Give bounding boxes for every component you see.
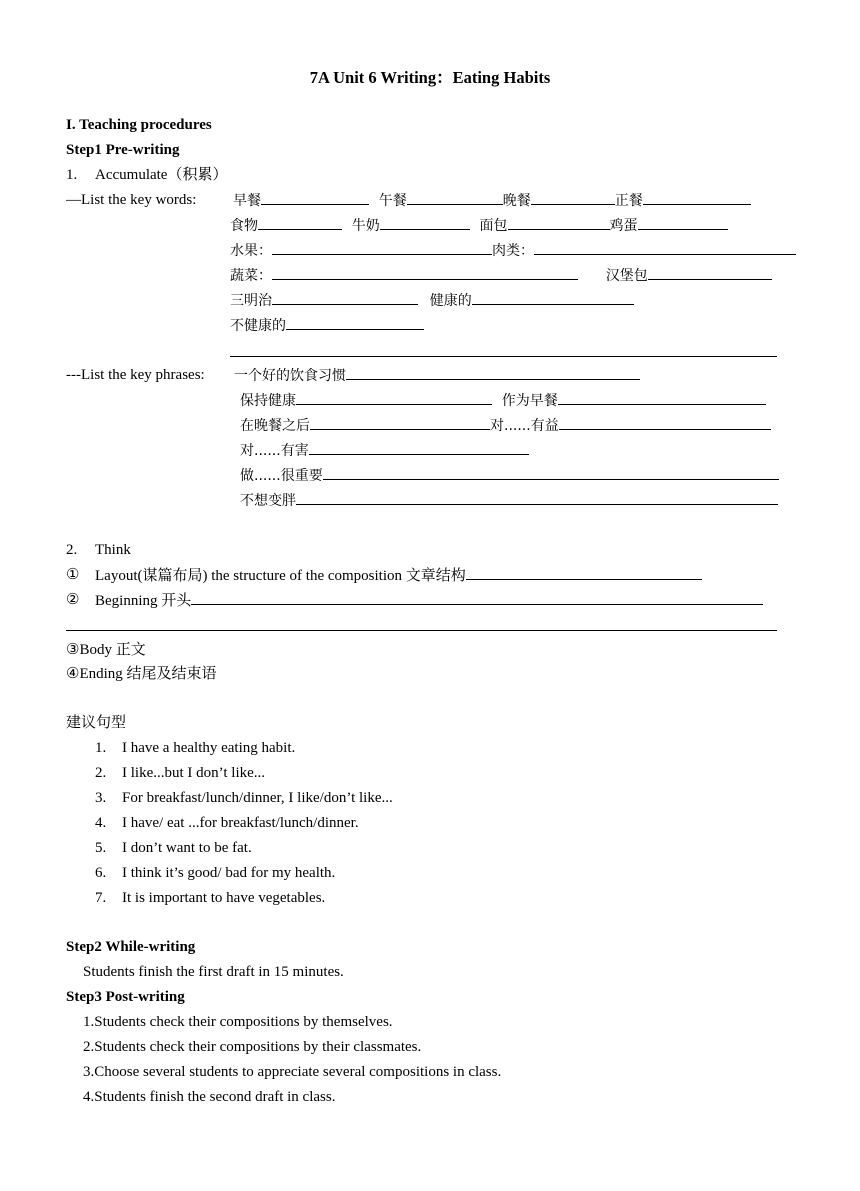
blank-milk[interactable]: [380, 215, 470, 230]
sentence-text: It is important to have vegetables.: [122, 890, 326, 906]
sentence-number: 1.: [95, 740, 107, 756]
sentence-number: 3.: [95, 790, 107, 806]
phrase-not-fat: 不想变胖: [240, 493, 296, 509]
key-words-row-4: [230, 265, 772, 286]
blank-extra-line[interactable]: [230, 356, 777, 357]
blank-food[interactable]: [258, 215, 342, 230]
blank-egg[interactable]: [638, 215, 728, 230]
phrase-after-dinner: 在晚餐之后: [240, 418, 310, 434]
step2-heading: Step2 While-writing: [66, 939, 196, 955]
word-fruit: 水果：: [230, 243, 272, 259]
think-label: Think: [95, 542, 131, 558]
word-dinner: 晚餐: [502, 193, 531, 209]
blank-vegetables[interactable]: [272, 265, 578, 280]
step2-text: Students finish the first draft in 15 minutes.: [83, 964, 344, 980]
blank-good-for[interactable]: [559, 415, 771, 430]
step1-heading: Step1 Pre-writing: [66, 142, 180, 158]
blank-dinner[interactable]: [531, 190, 615, 205]
blank-not-fat[interactable]: [296, 490, 778, 505]
sentence-number: 6.: [95, 865, 107, 881]
key-words-row-3: [230, 240, 796, 261]
section-heading: I. Teaching procedures: [66, 117, 212, 133]
word-meat: 肉类：: [492, 243, 534, 259]
blank-meat[interactable]: [534, 240, 796, 255]
key-words-row-6: [230, 315, 424, 336]
phrase-keep-healthy: 保持健康: [240, 393, 296, 409]
blank-beginning-extra[interactable]: [66, 630, 777, 631]
blank-lunch[interactable]: [407, 190, 503, 205]
phrase-row-6: [240, 490, 778, 511]
step3-item: 3.Choose several students to appreciate several compositions in class.: [83, 1064, 502, 1080]
accumulate-label: Accumulate（积累）: [95, 167, 228, 183]
blank-healthy[interactable]: [472, 290, 634, 305]
phrase-important: 做......很重要: [240, 468, 323, 484]
blank-unhealthy[interactable]: [286, 315, 424, 330]
blank-bad-for[interactable]: [309, 440, 529, 455]
blank-beginning[interactable]: [191, 590, 763, 605]
key-words-row-5: [230, 290, 634, 311]
key-phrases-label: ---List the key phrases:: [66, 367, 205, 383]
blank-sandwich[interactable]: [272, 290, 418, 305]
think-number: 2.: [66, 542, 78, 558]
word-bread: 面包: [479, 218, 508, 234]
blank-bread[interactable]: [508, 215, 610, 230]
step3-item: 4.Students finish the second draft in class.: [83, 1089, 336, 1105]
sentence-number: 2.: [95, 765, 107, 781]
beginning-row: [95, 590, 763, 611]
sentence-text: I think it’s good/ bad for my health.: [122, 865, 336, 881]
blank-for-breakfast[interactable]: [558, 390, 766, 405]
phrase-good-for: 对......有益: [490, 418, 559, 434]
sentence-number: 7.: [95, 890, 107, 906]
step3-item: 2.Students check their compositions by their classmates.: [83, 1039, 422, 1055]
key-words-row-2: [230, 215, 728, 236]
phrase-row-3: [240, 415, 771, 436]
blank-keep-healthy[interactable]: [296, 390, 492, 405]
sentence-text: I have/ eat ...for breakfast/lunch/dinner.: [122, 815, 359, 831]
step3-item: 1.Students check their compositions by themselves.: [83, 1014, 393, 1030]
phrase-for-breakfast: 作为早餐: [501, 393, 558, 409]
key-words-row-1: [233, 190, 751, 211]
blank-fruit[interactable]: [272, 240, 492, 255]
blank-hamburger[interactable]: [648, 265, 772, 280]
blank-breakfast[interactable]: [261, 190, 369, 205]
blank-important[interactable]: [323, 465, 779, 480]
page-title: 7A Unit 6 Writing：Eating Habits: [309, 68, 551, 87]
blank-meal[interactable]: [643, 190, 751, 205]
phrase-good-habit: 一个好的饮食习惯: [234, 368, 346, 384]
phrase-row-4: [240, 440, 529, 461]
key-words-label: —List the key words:: [66, 192, 197, 208]
blank-structure[interactable]: [466, 565, 702, 580]
blank-good-habit[interactable]: [346, 365, 640, 380]
blank-after-dinner[interactable]: [310, 415, 490, 430]
sentence-text: I like...but I don’t like...: [122, 765, 266, 781]
word-sandwich: 三明治: [230, 293, 272, 309]
beginning-text: Beginning 开头: [95, 593, 192, 609]
beginning-marker: ②: [66, 592, 80, 608]
phrase-bad-for: 对......有害: [240, 443, 309, 459]
phrase-row-2: [240, 390, 766, 411]
sentence-text: For breakfast/lunch/dinner, I like/don’t like...: [122, 790, 393, 806]
accumulate-number: 1.: [66, 167, 78, 183]
word-healthy: 健康的: [429, 293, 472, 309]
phrase-row-1: [234, 365, 640, 386]
layout-text: Layout(谋篇布局) the structure of the composition 文章结构: [95, 568, 466, 584]
word-lunch: 午餐: [378, 193, 407, 209]
word-meal: 正餐: [614, 193, 643, 209]
body-label: ③Body 正文: [66, 642, 146, 658]
word-breakfast: 早餐: [233, 193, 261, 209]
word-hamburger: 汉堡包: [605, 268, 648, 284]
ending-label: ④Ending 结尾及结束语: [66, 666, 217, 682]
sentence-text: I have a healthy eating habit.: [122, 740, 296, 756]
word-milk: 牛奶: [351, 218, 380, 234]
sentence-number: 5.: [95, 840, 107, 856]
word-food: 食物: [230, 218, 258, 234]
word-egg: 鸡蛋: [609, 218, 638, 234]
word-vegetables: 蔬菜：: [230, 268, 272, 284]
suggested-sentences-title: 建议句型: [66, 715, 127, 731]
step3-heading: Step3 Post-writing: [66, 989, 185, 1005]
layout-row: [95, 565, 702, 586]
layout-marker: ①: [66, 567, 80, 583]
word-unhealthy: 不健康的: [230, 318, 286, 334]
sentence-text: I don’t want to be fat.: [122, 840, 252, 856]
phrase-row-5: [240, 465, 779, 486]
sentence-number: 4.: [95, 815, 107, 831]
